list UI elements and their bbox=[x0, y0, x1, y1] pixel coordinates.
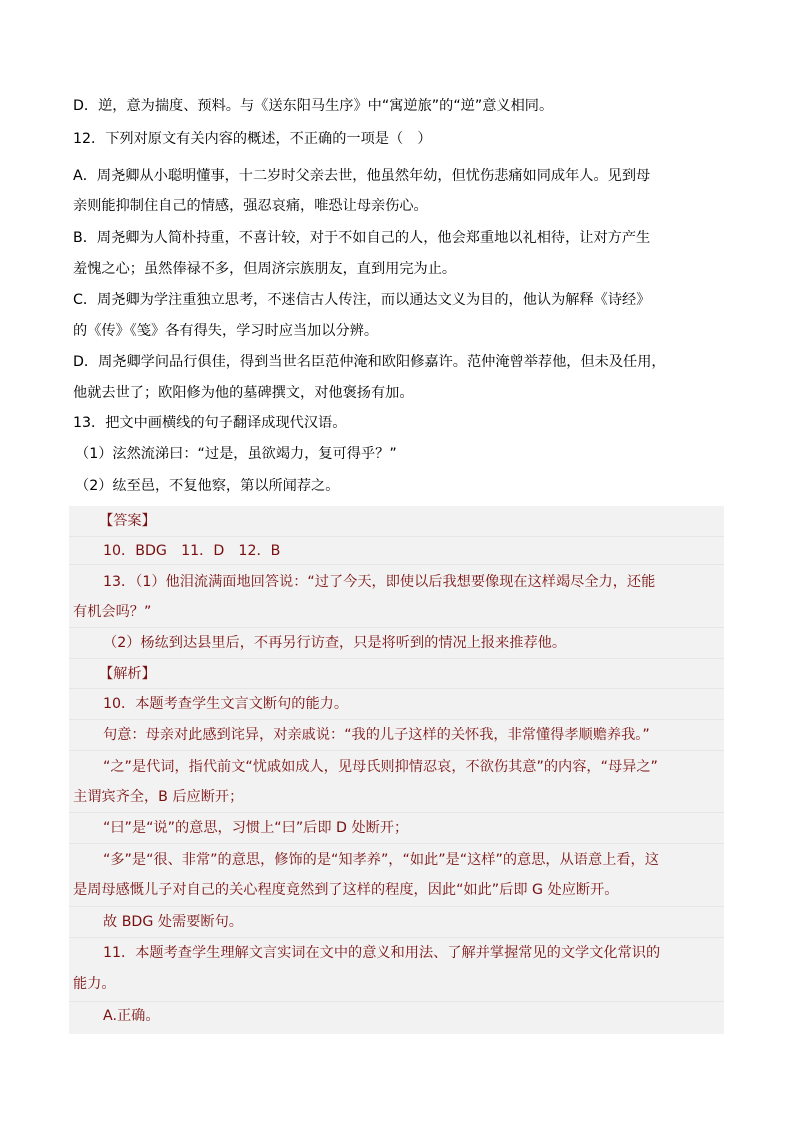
divider bbox=[69, 750, 724, 751]
analysis-q10: 10．本题考查学生文言文断句的能力。 bbox=[103, 696, 349, 712]
q12-option-c-cont: 的《传》《笺》各有得失，学习时应当加以分辨。 bbox=[73, 323, 379, 339]
analysis-q11-cont: 能力。 bbox=[73, 976, 116, 992]
divider bbox=[69, 564, 724, 565]
q12-option-c: C．周尧卿为学注重独立思考，不迷信古人传注，而以通达文义为目的，他认为解释《诗经》 bbox=[73, 292, 651, 308]
divider bbox=[69, 688, 724, 689]
analysis-q10-d: “曰”是“说”的意思，习惯上“曰”后即 D 处断开； bbox=[103, 820, 409, 836]
q11-option-d: D．逆，意为揣度、预料。与《送东阳马生序》中“寓逆旅”的“逆”意义相同。 bbox=[73, 98, 554, 114]
analysis-q10-meaning: 句意：母亲对此感到诧异，对亲戚说：“我的儿子这样的关怀我，非常懂得孝顺赡养我。” bbox=[103, 727, 650, 743]
analysis-label: 【解析】 bbox=[99, 666, 156, 682]
q12-option-d: D．周尧卿学问品行俱佳，得到当世名臣范仲淹和欧阳修嘉许。范仲淹曾举荐他，但未及任用， bbox=[73, 354, 666, 370]
analysis-q10-g-cont: 是周母感慨儿子对自己的关心程度竟然到了这样的程度，因此“如此”后即 G 处应断开。 bbox=[73, 882, 619, 898]
q12-option-b-cont: 羞愧之心；虽然俸禄不多，但周济宗族朋友，直到用完为止。 bbox=[73, 261, 457, 277]
analysis-q10-b: “之”是代词，指代前文“忧戚如成人，见母氏则抑情忍哀，不欲伤其意”的内容，“母异之” bbox=[103, 759, 658, 775]
divider bbox=[69, 536, 724, 537]
analysis-q10-g: “多”是“很、非常”的意思，修饰的是“知孝养”，“如此”是“这样”的意思，从语意上看，这 bbox=[103, 852, 659, 868]
q13-stem: 13．把文中画横线的句子翻译成现代汉语。 bbox=[73, 415, 347, 431]
divider bbox=[69, 937, 724, 938]
answer-translation-2: （2）杨纮到达县里后，不再另行访查，只是将听到的情况上报来推荐他。 bbox=[103, 635, 567, 651]
q12-option-a-cont: 亲则能抑制住自己的情感，强忍哀痛，唯恐让母亲伤心。 bbox=[73, 198, 428, 214]
q12-option-b: B．周尧卿为人简朴持重，不喜计较，对于不如自己的人，他会郑重地以礼相待，让对方产生 bbox=[73, 230, 651, 246]
answer-label: 【答案】 bbox=[99, 513, 156, 529]
q12-option-d-cont: 他就去世了；欧阳修为他的墓碑撰文，对他褒扬有加。 bbox=[73, 385, 414, 401]
divider bbox=[69, 906, 724, 907]
answer-choices: 10．BDG 11．D 12．B bbox=[103, 543, 281, 559]
q12-stem: 12．下列对原文有关内容的概述，不正确的一项是（ ） bbox=[73, 131, 432, 147]
divider bbox=[69, 719, 724, 720]
analysis-q11-a: A.正确。 bbox=[103, 1008, 160, 1024]
answer-translation-1-cont: 有机会吗？” bbox=[73, 604, 152, 620]
analysis-q11: 11．本题考查学生理解文言实词在文中的意义和用法、了解并掌握常见的文学文化常识的 bbox=[103, 945, 661, 961]
q13-sentence-2: （2）纮至邑，不复他察，第以所闻荐之。 bbox=[75, 478, 340, 494]
divider bbox=[69, 1001, 724, 1002]
divider bbox=[69, 627, 724, 628]
q13-sentence-1: （1）泫然流涕曰：“过是，虽欲竭力，复可得乎？” bbox=[75, 446, 397, 462]
divider bbox=[69, 658, 724, 659]
answer-translation-1: 13．（1）他泪流满面地回答说：“过了今天，即使以后我想要像现在这样竭尽全力，还能 bbox=[103, 574, 656, 590]
divider bbox=[69, 812, 724, 813]
analysis-q10-b-cont: 主谓宾齐全，B 后应断开； bbox=[73, 789, 244, 805]
q12-option-a: A．周尧卿从小聪明懂事，十二岁时父亲去世，他虽然年幼，但忧伤悲痛如同成年人。见到母 bbox=[73, 168, 651, 184]
divider bbox=[69, 843, 724, 844]
analysis-q10-conclusion: 故 BDG 处需要断句。 bbox=[103, 914, 243, 930]
